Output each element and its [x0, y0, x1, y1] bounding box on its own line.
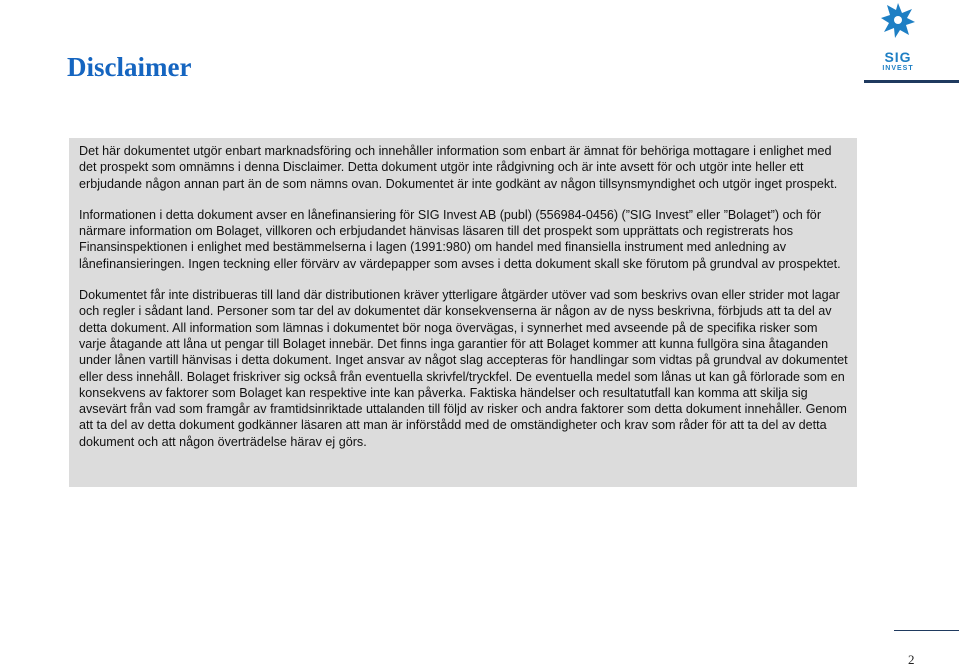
- paragraph-3: Dokumentet får inte distribueras till land där distributionen kräver ytterligare åtgärder utöver vad som beskrivs ovan eller strider mot lagar och regler i sådant land. Personer som tar del av dokumentet där konsekvenserna är någon av de nyss beskrivna, förbjuds att ta del av detta dokument. All information som lämnas i dokumentet bör noga övervägas, i synnerhet med avseende på de specifika risker som varje åtagande att låna ut pengar till Bolaget innebär. Det finns inga garantier för att Bolaget kommer att kunna fullgöra sina åtaganden under lånen vartill hänvisas i detta dokument. Inget ansvar av något slag accepteras för handlingar som vidtas på grundval av dokumentet eller dess innehåll. Bolaget friskriver sig också från eventuella skrivfel/tryckfel. De eventuella medel som lånas ut kan gå förlorade som en konsekvens av faktorer som Bolaget kan respektive inte kan påverka. Faktiska händelser och resultatutfall kan komma att skilja sig avsevärt från vad som framgår av framtidsinriktade uttalanden till följd av risker och andra faktorer som detta dokument innehåller. Genom att ta del av detta dokument godkänner läsaren att man är införstådd med de omständigheter och krav som råder för att ta del av detta dokument och att någon överträdelse härav ej görs.: [79, 288, 848, 449]
- footer-divider: [894, 630, 959, 631]
- logo-subtitle: INVEST: [882, 65, 914, 72]
- header-divider: [864, 80, 959, 83]
- paragraph-2: Informationen i detta dokument avser en lånefinansiering för SIG Invest AB (publ) (556984-0456) (”SIG Invest” eller ”Bolaget”) och för närmare information om Bolaget, villkoren och erbjudandet hänvisas läsaren till det prospekt som upprättats och registrerats hos Finansinspektionen i enlighet med bestämmelserna i lagen (1991:980) om handel med finansiella instrument med anledning av lånefinansieringen. Ingen teckning eller förvärv av värdepapper som avses i detta dokument skall ske förutom på grundval av prospektet.: [79, 207, 841, 271]
- paragraph-1: Det här dokumentet utgör enbart marknadsföring och innehåller information som enbart är ämnat för behöriga mottagare i enlighet med det prospekt som omnämns i denna Disclaimer. Detta dokument utgör inte rådgivning och är inte avsett för och utgör inte heller ett erbjudande någon annan part än de som nämns ovan. Dokumentet är inte godkänt av någon tillsynsmyndighet och utgör inget prospekt.: [79, 144, 838, 191]
- page-number: 2: [908, 652, 915, 667]
- page-title: Disclaimer: [67, 52, 192, 82]
- logo-name: SIG: [884, 49, 912, 65]
- disclaimer-panel: [69, 138, 857, 487]
